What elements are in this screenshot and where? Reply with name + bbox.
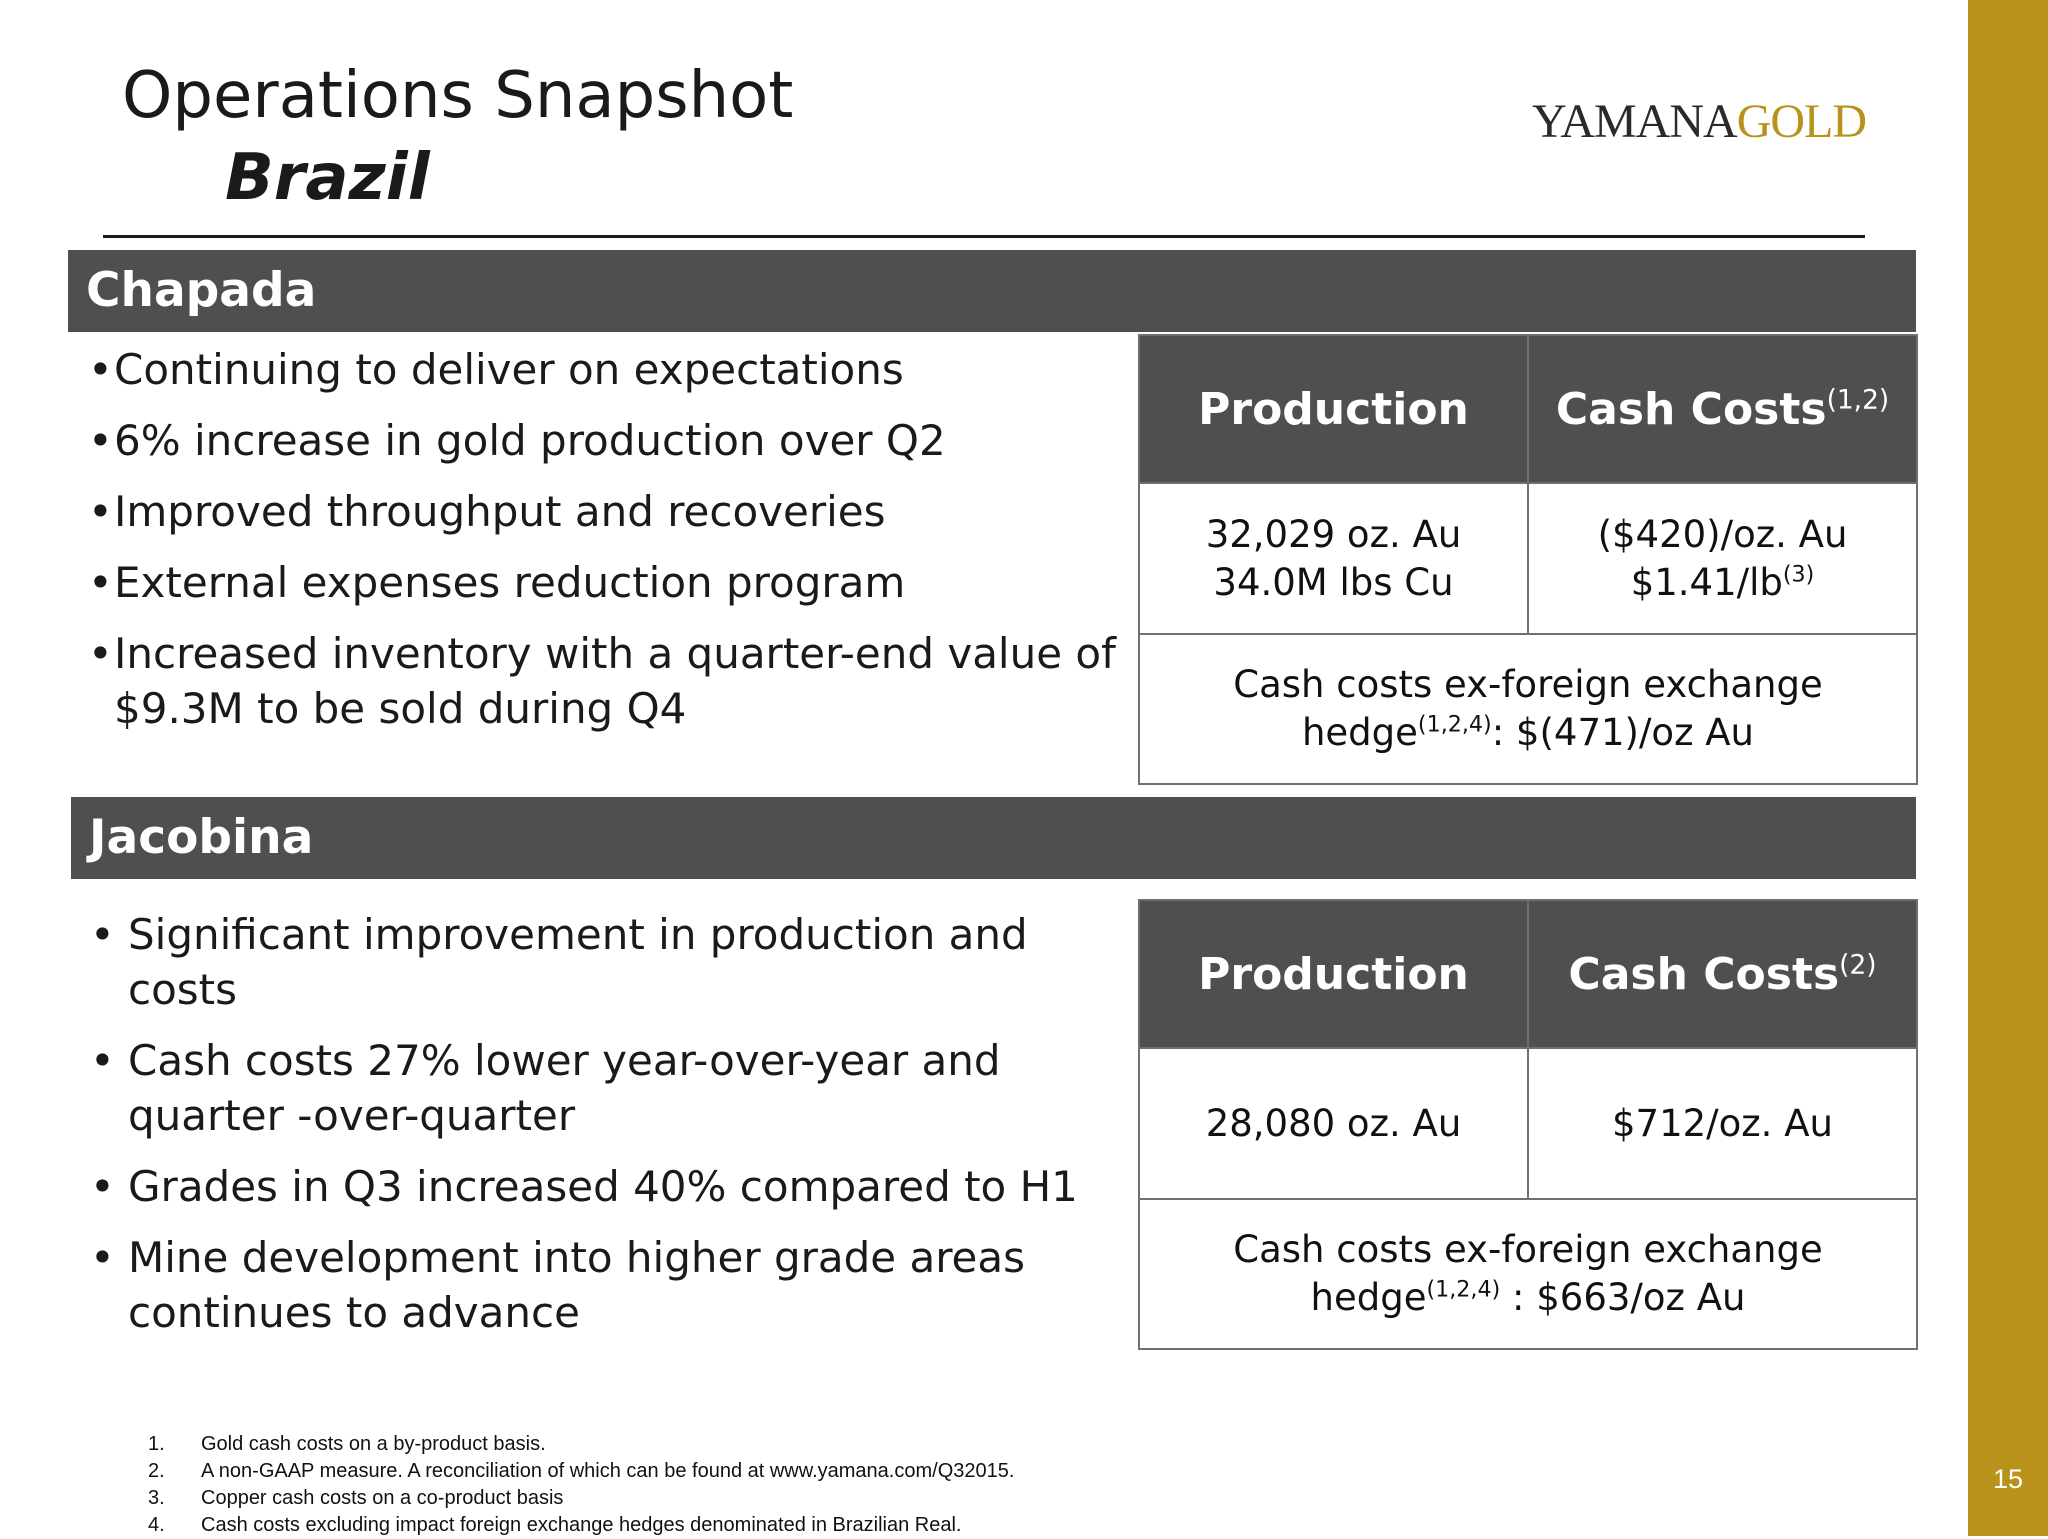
section-header-jacobina: Jacobina bbox=[71, 797, 1916, 879]
header-cash-costs: Cash Costs$^{(1,2)}$ bbox=[1528, 335, 1917, 483]
list-item: • Significant improvement in production and costs bbox=[90, 910, 1028, 1014]
list-item: • External expenses reduction program bbox=[88, 558, 906, 607]
footnote: 4. Cash costs excluding impact foreign exchange hedges denominated in Brazilian Real. bbox=[148, 1514, 962, 1536]
jacobina-metrics-table bbox=[1138, 899, 1918, 1350]
page-title: Operations Snapshot bbox=[122, 59, 794, 133]
page-subtitle: Brazil bbox=[225, 141, 430, 215]
logo-text-gold: GOLD bbox=[1736, 95, 1866, 148]
page-number: 15 bbox=[1992, 1464, 2024, 1494]
chapada-bullet-list bbox=[88, 342, 1128, 752]
header-production: Production bbox=[1139, 900, 1528, 1048]
title-divider bbox=[103, 235, 1865, 238]
list-item: • Cash costs 27% lower year-over-year and quarter -over-quarter bbox=[90, 1036, 1001, 1140]
side-accent-bar bbox=[1968, 0, 2048, 1536]
cash-costs-ex-fx-note: Cash costs ex-foreign exchange hedge$^{(1,2,4)}$: $(471)/oz Au bbox=[1139, 634, 1917, 784]
footnotes bbox=[148, 1431, 1014, 1539]
list-item: • Improved throughput and recoveries bbox=[88, 487, 886, 536]
cash-costs-value: $712/oz. Au bbox=[1528, 1048, 1917, 1199]
cash-costs-ex-fx-note: Cash costs ex-foreign exchange hedge$^{(1,2,4)}$ : $663/oz Au bbox=[1139, 1199, 1917, 1349]
list-item: • Mine development into higher grade areas continues to advance bbox=[90, 1233, 1026, 1337]
list-item: • 6% increase in gold production over Q2 bbox=[88, 416, 946, 465]
cash-costs-value: ($420)/oz. Au $\$1.41/lb^{(3)}$ bbox=[1528, 483, 1917, 634]
header-production: Production bbox=[1139, 335, 1528, 483]
production-value: 32,029 oz. Au 34.0M lbs Cu bbox=[1139, 483, 1528, 634]
footnote: 3. Copper cash costs on a co-product basis bbox=[148, 1487, 564, 1509]
footnote: 1. Gold cash costs on a by-product basis. bbox=[148, 1433, 546, 1455]
list-item: • Grades in Q3 increased 40% compared to H1 bbox=[90, 1162, 1078, 1211]
jacobina-bullet-list bbox=[90, 907, 1150, 1356]
production-value: 28,080 oz. Au bbox=[1139, 1048, 1528, 1199]
logo-text-yamana: YAMANA bbox=[1532, 95, 1737, 148]
footnote: 2. A non-GAAP measure. A reconciliation of which can be found at www.yamana.com/Q32015. bbox=[148, 1460, 1015, 1482]
company-logo bbox=[1532, 94, 1866, 149]
chapada-metrics-table bbox=[1138, 334, 1918, 785]
header-cash-costs: Cash Costs$^{(2)}$ bbox=[1528, 900, 1917, 1048]
section-header-chapada: Chapada bbox=[68, 250, 1916, 332]
list-item: • Increased inventory with a quarter-end value of $9.3M to be sold during Q4 bbox=[88, 629, 1116, 733]
list-item: • Continuing to deliver on expectations bbox=[88, 345, 904, 394]
